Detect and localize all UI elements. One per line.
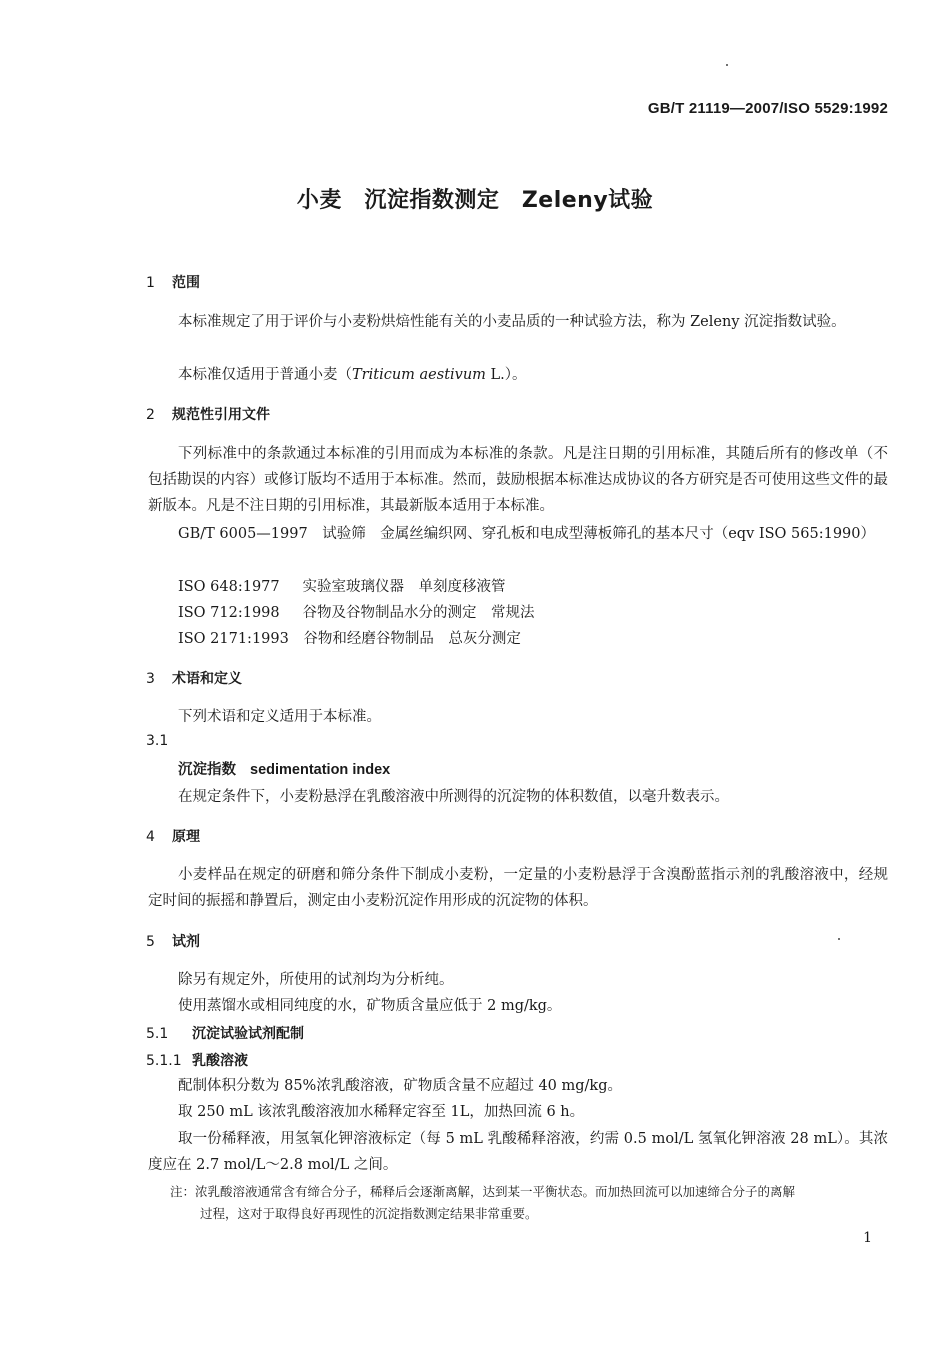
note-text-line-1: 浓乳酸溶液通常含有缔合分子，稀释后会逐渐离解，达到某一平衡状态。而加热回流可以加速缔合分子的离解 xyxy=(195,1184,796,1199)
section-1-paragraph-1: 本标准规定了用于评价与小麦粉烘焙性能有关的小麦品质的一种试验方法，称为 Zeleny 沉淀指数试验。 xyxy=(178,314,846,330)
section-5-paragraph-5: 取一份稀释液，用氢氧化钾溶液标定（每 5 mL 乳酸稀释溶液，约需 0.5 mol/L 氢氧化钾溶液 28 mL）。其浓度应在 2.7 mol/L～2.8 mol/L 之间。 xyxy=(148,1131,888,1173)
note-text-line-2: 过程，这对于取得良好再现性的沉淀指数测定结果非常重要。 xyxy=(200,1206,538,1221)
term-chinese: 沉淀指数 xyxy=(178,762,236,778)
subsection-title: 沉淀试验试剂配制 xyxy=(192,1026,304,1042)
reference-code: GB/T 6005—1997 xyxy=(178,526,308,542)
section-5-paragraph-2: 使用蒸馏水或相同纯度的水，矿物质含量应低于 2 mg/kg。 xyxy=(178,998,562,1014)
section-2-heading xyxy=(146,404,270,424)
scan-speck xyxy=(838,938,840,940)
reference-code: ISO 712:1998 xyxy=(178,605,280,621)
note xyxy=(170,1181,886,1225)
reference-code: ISO 648:1977 xyxy=(178,579,280,595)
section-1-paragraph-2 xyxy=(148,362,888,388)
reference-item xyxy=(178,574,888,600)
standard-number: GB/T 21119—2007/ISO 5529:1992 xyxy=(647,100,888,117)
section-3-heading xyxy=(146,668,242,688)
subsection-number: 5.1 xyxy=(146,1026,169,1042)
section-5-paragraph-3: 配制体积分数为 85%浓乳酸溶液，矿物质含量不应超过 40 mg/kg。 xyxy=(178,1078,622,1094)
reference-code: ISO 2171:1993 xyxy=(178,631,289,647)
section-5-paragraph-4: 取 250 mL 该浓乳酸溶液加水稀释定容至 1L，加热回流 6 h。 xyxy=(178,1104,585,1120)
reference-item xyxy=(178,600,888,626)
section-title: 原理 xyxy=(172,829,200,845)
section-title: 范围 xyxy=(172,275,200,291)
text-run: L.）。 xyxy=(485,367,527,383)
section-number: 3 xyxy=(146,671,155,687)
section-number: 4 xyxy=(146,829,155,845)
section-number: 1 xyxy=(146,275,155,291)
section-title: 试剂 xyxy=(172,934,200,950)
reference-item xyxy=(178,626,888,652)
term-definition: 在规定条件下，小麦粉悬浮在乳酸溶液中所测得的沉淀物的体积数值，以毫升数表示。 xyxy=(178,789,729,805)
subsection-3-1-number xyxy=(146,733,192,749)
reference-title: 谷物及谷物制品水分的测定 常规法 xyxy=(302,605,535,621)
section-2-paragraph-1: 下列标准中的条款通过本标准的引用而成为本标准的条款。凡是注日期的引用标准，其随后所有的修改单（不包括勘误的内容）或修订版均不适用于本标准。然而，鼓励根据本标准达成协议的各方研究是否可使用这些文件的最新版本。凡是不注日期的引用标准，其最新版本适用于本标准。 xyxy=(148,446,888,514)
section-5-paragraph-1: 除另有规定外，所使用的试剂均为分析纯。 xyxy=(178,972,454,988)
section-4-heading xyxy=(146,826,200,846)
scan-speck xyxy=(726,64,728,66)
subsection-title: 乳酸溶液 xyxy=(192,1053,248,1069)
section-title: 术语和定义 xyxy=(172,671,242,687)
section-number: 5 xyxy=(146,934,155,950)
reference-title: 实验室玻璃仪器 单刻度移液管 xyxy=(302,579,506,595)
text-run: 本标准仅适用于普通小麦（ xyxy=(178,367,352,383)
page-number: 1 xyxy=(863,1230,872,1246)
note-label: 注： xyxy=(170,1184,196,1199)
section-1-heading xyxy=(146,272,200,292)
reference-title: 谷物和经磨谷物制品 总灰分测定 xyxy=(303,631,521,647)
section-number: 2 xyxy=(146,407,155,423)
section-title: 规范性引用文件 xyxy=(172,407,270,423)
term-entry xyxy=(178,757,888,783)
term-english: sedimentation index xyxy=(250,762,391,778)
section-5-heading xyxy=(146,931,200,951)
subsection-number: 3.1 xyxy=(146,733,169,749)
reference-title: 试验筛 金属丝编织网、穿孔板和电成型薄板筛孔的基本尺寸（eqv ISO 565:1990） xyxy=(322,526,876,542)
section-3-paragraph-1: 下列术语和定义适用于本标准。 xyxy=(178,709,381,725)
subsection-5-1-heading xyxy=(146,1023,304,1043)
subsection-5-1-1-heading xyxy=(146,1050,248,1070)
reference-item xyxy=(148,521,888,547)
section-4-paragraph-1: 小麦样品在规定的研磨和筛分条件下制成小麦粉，一定量的小麦粉悬浮于含溴酚蓝指示剂的乳酸溶液中，经规定时间的振摇和静置后，测定由小麦粉沉淀作用形成的沉淀物的体积。 xyxy=(148,867,888,909)
subsection-number: 5.1.1 xyxy=(146,1053,182,1069)
document-title: 小麦 沉淀指数测定 Zeleny试验 xyxy=(296,188,654,213)
species-name: Triticum aestivum xyxy=(352,367,486,383)
